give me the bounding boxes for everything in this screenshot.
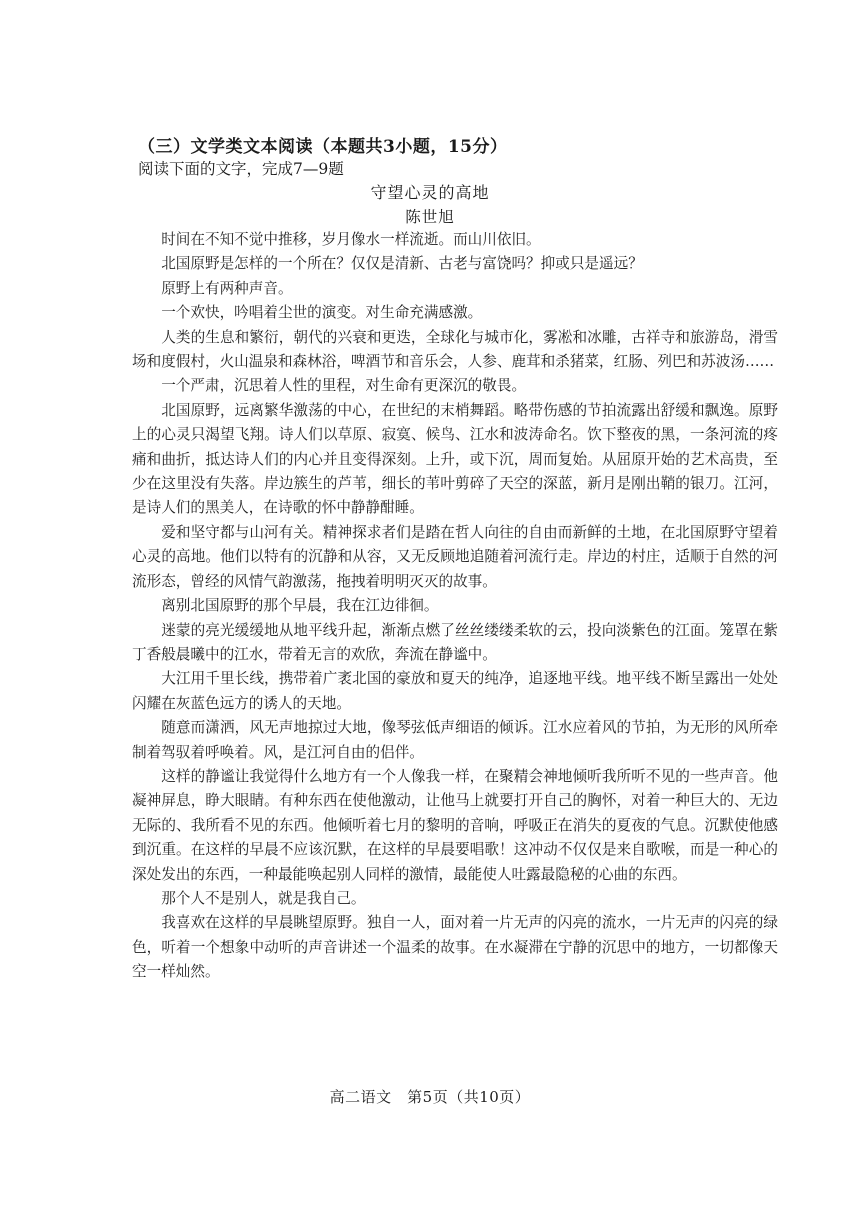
article-body xyxy=(132,228,778,985)
paragraph-11: 大江用千里长线，携带着广袤北国的豪放和夏天的纯净，追逐地平线。地平线不断呈露出一处处闪耀在灰蓝色远方的诱人的天地。 xyxy=(132,670,778,712)
paragraph-13: 这样的静谧让我觉得什么地方有一个人像我一样，在聚精会神地倾听我所听不见的一些声音。他凝神屏息，睁大眼睛。有种东西在使他激动，让他马上就要打开自己的胸怀，对着一种巨大的、无边无际的、我所看不见的东西。他倾听着七月的黎明的音响，呼吸正在消失的夏夜的气息。沉默使他感到沉重。在这样的早晨不应该沉默，在这样的早晨要唱歌！这冲动不仅仅是来自歌喉，而是一种心的深处发出的东西，一种最能唤起别人同样的激情，最能使人吐露最隐秘的心曲的东西。 xyxy=(132,767,778,883)
article-title: 守望心灵的高地 xyxy=(370,183,490,202)
paragraph-4: 一个欢快，吟唱着尘世的演变。对生命充满感激。 xyxy=(161,304,483,322)
article-author: 陈世旭 xyxy=(405,208,455,226)
paragraph-6: 一个严肃，沉思着人性的里程，对生命有更深沉的敬畏。 xyxy=(161,377,527,395)
paragraph-15: 我喜欢在这样的早晨眺望原野。独自一人，面对着一片无声的闪亮的流水，一片无声的闪亮的绿色，听着一个想象中动听的声音讲述一个温柔的故事。在水凝滞在宁静的沉思中的地方，一切都像天空一样灿然。 xyxy=(132,914,778,981)
paragraph-10: 迷蒙的亮光缓缓地从地平线升起，渐渐点燃了丝丝缕缕柔软的云，投向淡紫色的江面。笼罩在紫丁香般晨曦中的江水，带着无言的欢欣，奔流在静谧中。 xyxy=(132,621,778,663)
paragraph-14: 那个人不是别人，就是我自己。 xyxy=(161,889,366,907)
paragraph-3: 原野上有两种声音。 xyxy=(161,279,293,297)
reading-instruction: 阅读下面的文字，完成7—9题 xyxy=(138,160,344,178)
paragraph-12: 随意而潇洒，风无声地掠过大地，像琴弦低声细语的倾诉。江水应着风的节拍，为无形的风所牵制着驾驭着呼唤着。风，是江河自由的侣伴。 xyxy=(132,719,778,761)
paragraph-8: 爱和坚守都与山河有关。精神探求者们是踏在哲人向往的自由而新鲜的土地，在北国原野守望着心灵的高地。他们以特有的沉静和从容，又无反顾地追随着河流行走。岸边的村庄，适顺于自然的河流形态，曾经的风情气韵激荡，拖拽着明明灭灭的故事。 xyxy=(132,523,778,590)
paragraph-9: 离别北国原野的那个早晨，我在江边徘徊。 xyxy=(161,597,439,615)
paragraph-1: 时间在不知不觉中推移，岁月像水一样流逝。而山川依旧。 xyxy=(161,231,541,248)
page-footer: 高二语文 第5页（共10页） xyxy=(329,1088,531,1106)
paragraph-5: 人类的生息和繁衍，朝代的兴衰和更迭，全球化与城市化，雾凇和冰雕，古祥寺和旅游岛，滑雪场和度假村，火山温泉和森林浴，啤酒节和音乐会，人参、鹿茸和杀猪菜，红肠、列巴和苏波汤…… xyxy=(132,328,778,371)
section-title: （三）文学类文本阅读（本题共3小题，15分） xyxy=(138,137,508,157)
paragraph-7: 北国原野，远离繁华激荡的中心，在世纪的末梢舞蹈。略带伤感的节拍流露出舒缓和飘逸。原野上的心灵只渴望飞翔。诗人们以草原、寂寞、候鸟、江水和波涛命名。饮下整夜的黑，一条河流的疼痛和曲折，抵达诗人们的内心并且变得深刻。上升，或下沉，周而复始。从屈原开始的艺术高贵，至少在这里没有失落。岸边簇生的芦苇，细长的苇叶剪碎了天空的深蓝，新月是刚出鞘的银刀。江河，是诗人们的黑美人，在诗歌的怀中静静酣睡。 xyxy=(132,401,778,517)
paragraph-2: 北国原野是怎样的一个所在？仅仅是清新、古老与富饶吗？抑或只是遥远？ xyxy=(161,255,643,273)
